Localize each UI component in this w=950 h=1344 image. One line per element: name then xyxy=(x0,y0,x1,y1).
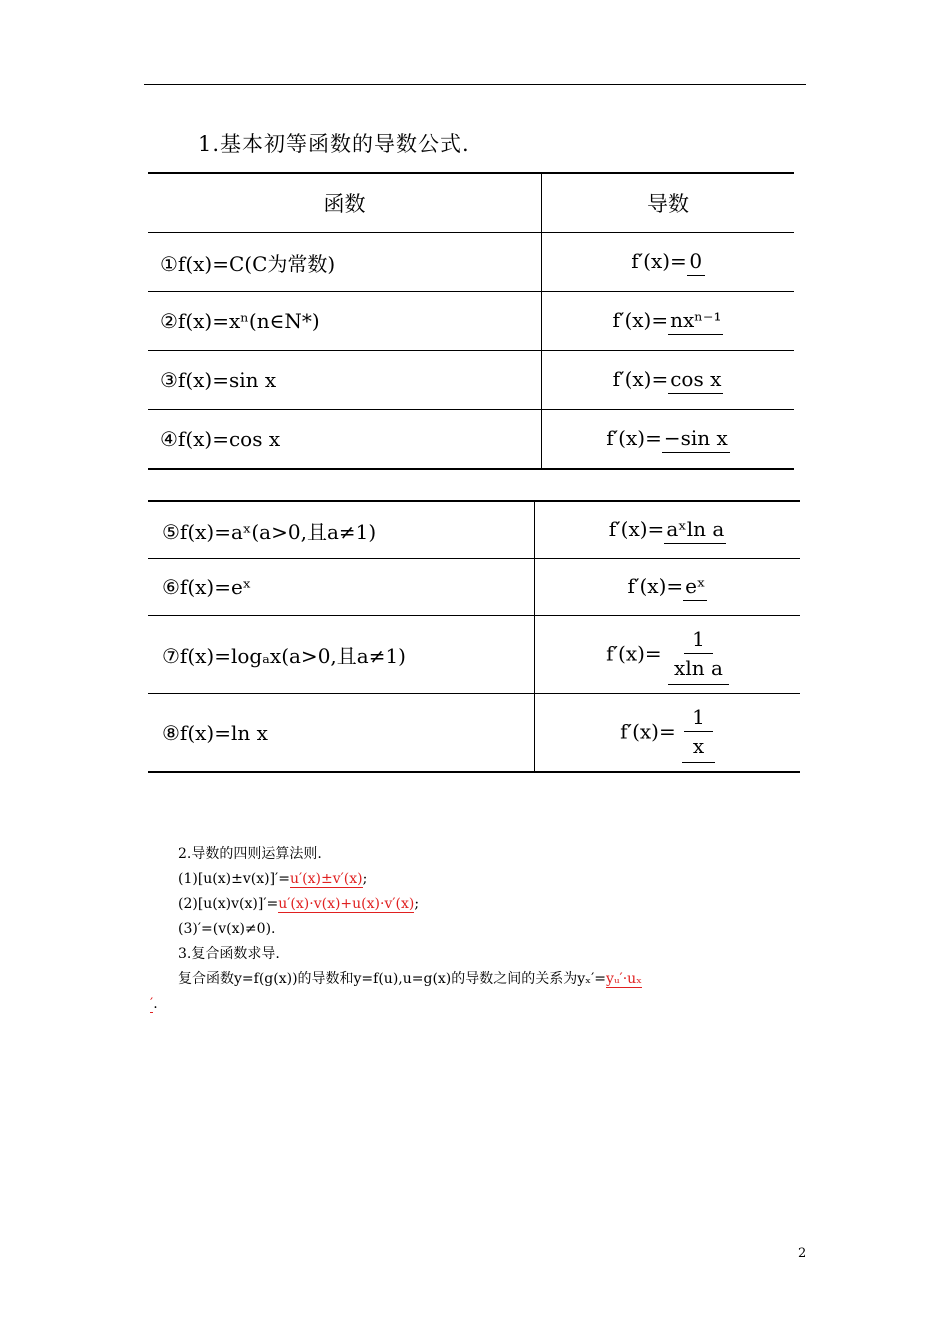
function-cell: ③f(x)=sin x xyxy=(148,351,542,410)
header-function: 函数 xyxy=(148,173,542,233)
derivative-cell: f′(x)= $\frac{1}{\text{xln a}}$ xyxy=(535,616,801,694)
function-cell: ①f(x)=C(C为常数) xyxy=(148,233,542,292)
table-row xyxy=(148,292,794,351)
answer-blank: nxⁿ⁻¹ xyxy=(668,308,723,335)
rule-2: (2)[u(x)v(x)]′=u′(x)·v(x)+u(x)·v′(x); xyxy=(178,896,420,912)
table-row xyxy=(148,351,794,410)
fraction-answer: $\frac{1}{x}$ xyxy=(682,703,715,763)
derivative-cell: f′(x)= 0 xyxy=(542,233,795,292)
derivative-table-2 xyxy=(148,500,800,773)
answer-blank: aˣln a xyxy=(664,517,726,544)
composite-rule: 复合函数y=f(g(x))的导数和y=f(u),u=g(x)的导数之间的关系为yₓ′=yᵤ′·uₓ xyxy=(178,971,643,987)
table-row xyxy=(148,501,800,559)
derivative-cell: f′(x)= aˣln a xyxy=(535,501,801,559)
function-cell: ④f(x)=cos x xyxy=(148,410,542,470)
top-rule xyxy=(144,84,806,85)
answer-blank: cos x xyxy=(668,367,723,394)
derivative-table-1 xyxy=(148,172,794,470)
section-2-title: 2.导数的四则运算法则. xyxy=(178,846,322,862)
table-row xyxy=(148,694,800,773)
derivative-cell: f′(x)= nxⁿ⁻¹ xyxy=(542,292,795,351)
table-row xyxy=(148,616,800,694)
function-cell: ⑥f(x)=eˣ xyxy=(148,559,535,616)
function-cell: ②f(x)=xⁿ(n∈N*) xyxy=(148,292,542,351)
page-number: 2 xyxy=(798,1246,807,1261)
fraction-answer: $\frac{1}{\text{xln a}}$ xyxy=(668,625,729,685)
table-row xyxy=(148,559,800,616)
rule-1: (1)[u(x)±v(x)]′=u′(x)±v′(x); xyxy=(178,871,368,887)
section-2 xyxy=(150,842,810,1017)
section-3-title: 3.复合函数求导. xyxy=(178,946,280,962)
section-1-title: 1.基本初等函数的导数公式. xyxy=(198,132,470,156)
derivative-cell: f′(x)= −sin x xyxy=(542,410,795,470)
derivative-cell: f′(x)= cos x xyxy=(542,351,795,410)
header-derivative: 导数 xyxy=(542,173,795,233)
function-cell: ⑤f(x)=aˣ(a>0,且a≠1) xyxy=(148,501,535,559)
rule-1-answer: u′(x)±v′(x) xyxy=(289,871,363,887)
answer-blank: 0 xyxy=(687,249,705,276)
composite-rule-continued: ′. xyxy=(150,996,158,1012)
answer-blank: eˣ xyxy=(683,574,707,601)
derivative-cell: f′(x)= $\frac{1}{x}$ xyxy=(535,694,801,773)
answer-blank: −sin x xyxy=(662,426,730,453)
derivative-cell: f′(x)= eˣ xyxy=(535,559,801,616)
function-cell: ⑧f(x)=ln x xyxy=(148,694,535,773)
table-row xyxy=(148,233,794,292)
rule-3: (3)′=(v(x)≠0). xyxy=(178,921,276,937)
function-cell: ⑦f(x)=logₐx(a>0,且a≠1) xyxy=(148,616,535,694)
table-row xyxy=(148,410,794,470)
rule-2-answer: u′(x)·v(x)+u(x)·v′(x) xyxy=(278,896,415,912)
table-header-row xyxy=(148,173,794,233)
composite-answer: yᵤ′·uₓ xyxy=(606,971,643,987)
